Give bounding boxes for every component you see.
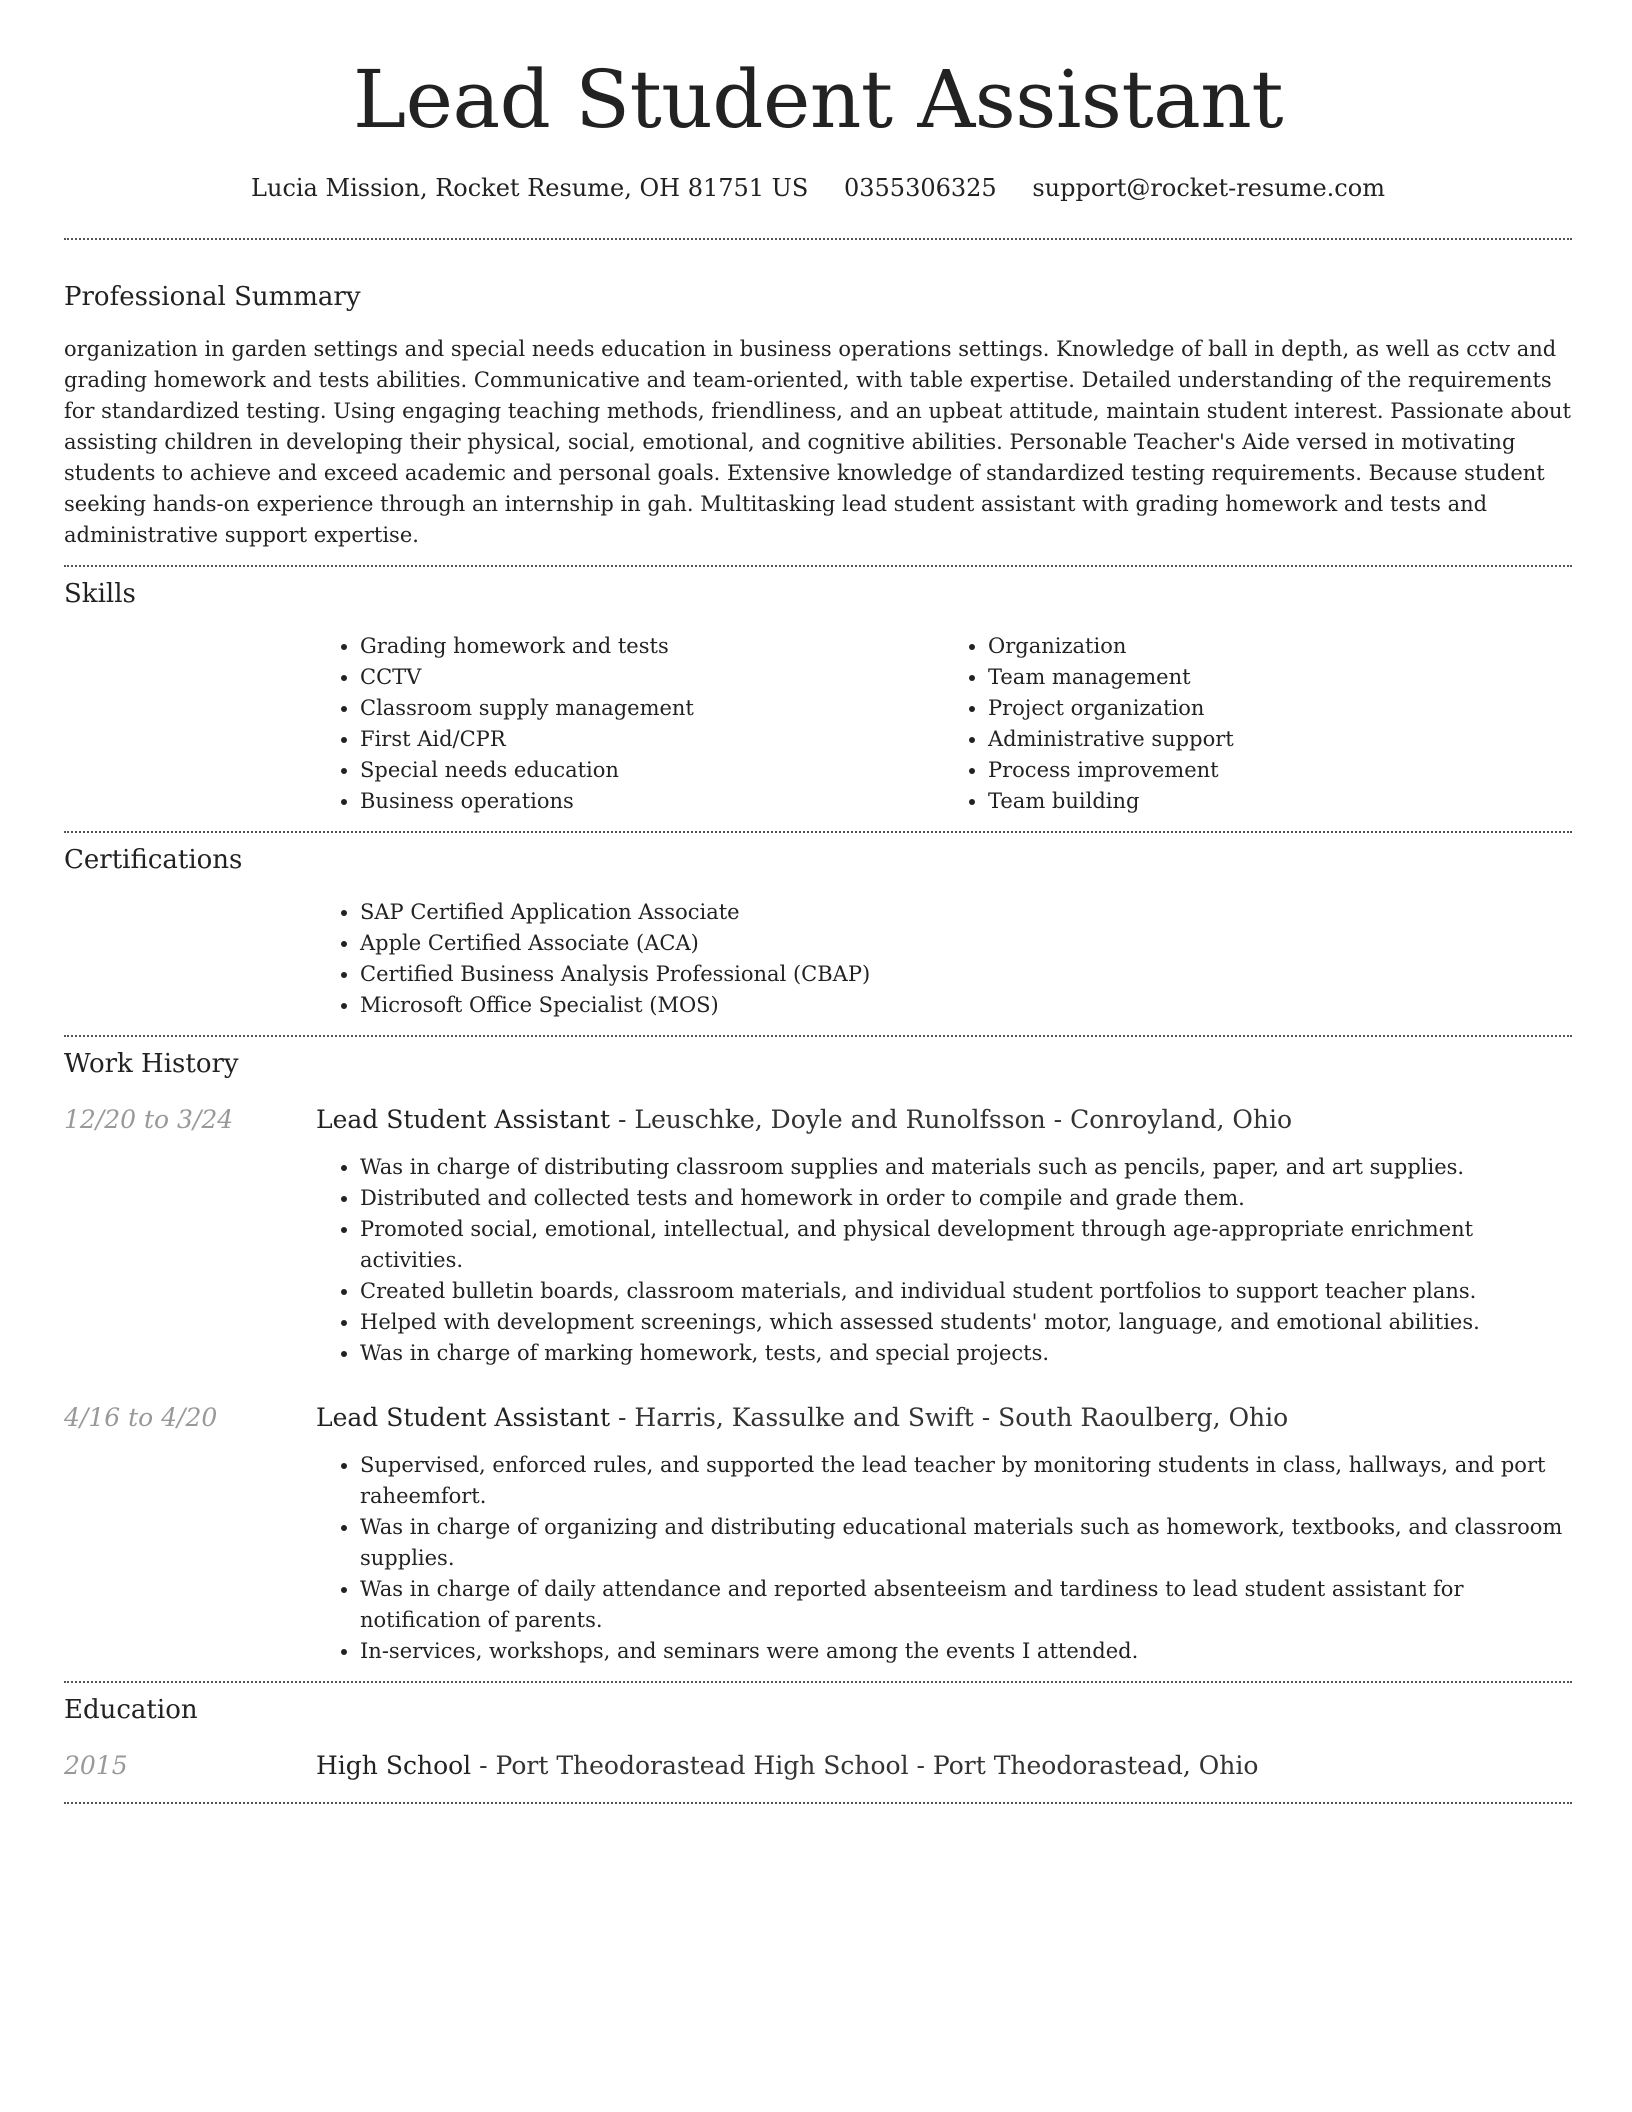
resume-page <box>64 0 1572 1804</box>
job-bullets <box>316 1450 1572 1667</box>
job-entry <box>64 1403 1572 1667</box>
job-bullet: • Promoted social, emotional, intellectual, and physical development through age-appropriate enrichment activities. <box>360 1214 1572 1276</box>
skill-item: • Classroom supply management <box>360 693 944 724</box>
skills-list-right <box>944 631 1572 817</box>
work-divider <box>64 1681 1572 1683</box>
skill-item: • CCTV <box>360 662 944 693</box>
certifications-divider <box>64 1035 1572 1037</box>
contact-line <box>64 174 1572 202</box>
skills-section <box>64 579 1572 817</box>
contact-email[interactable]: support@rocket-resume.com <box>1032 174 1385 202</box>
skill-item: • Team management <box>988 662 1572 693</box>
job-separator: - <box>610 1403 635 1432</box>
job-date: 4/16 to 4/20 <box>64 1403 218 1432</box>
job-entry <box>64 1105 1572 1369</box>
job-separator: - <box>1045 1105 1071 1134</box>
job-bullet: • Distributed and collected tests and homework in order to compile and grade them. <box>360 1183 1572 1214</box>
job-company: Harris, Kassulke and Swift <box>634 1403 974 1432</box>
skill-item: • Process improvement <box>988 755 1572 786</box>
certifications-list <box>316 897 1572 1021</box>
job-location: Conroyland, Ohio <box>1070 1105 1293 1134</box>
job-bullets <box>316 1152 1572 1369</box>
certifications-title: Certifications <box>64 845 243 875</box>
job-header <box>64 1105 1572 1134</box>
contact-address: Lucia Mission, Rocket Resume, OH 81751 US <box>251 174 809 202</box>
summary-section <box>64 282 1572 551</box>
skill-item: • First Aid/CPR <box>360 724 944 755</box>
job-bullet: • Was in charge of daily attendance and reported absenteeism and tardiness to lead student assistant for notification of parents. <box>360 1574 1572 1636</box>
job-bullet: • Was in charge of organizing and distributing educational materials such as homework, textbooks, and classroom supplies. <box>360 1512 1572 1574</box>
job-role: Lead Student Assistant <box>316 1403 611 1432</box>
skill-item: • Grading homework and tests <box>360 631 944 662</box>
job-header <box>64 1403 1572 1432</box>
education-divider <box>64 1802 1572 1804</box>
job-bullet: • Supervised, enforced rules, and supported the lead teacher by monitoring students in class, hallways, and port raheemfort. <box>360 1450 1572 1512</box>
certifications-section <box>64 845 1572 1021</box>
job-bullet: • Created bulletin boards, classroom materials, and individual student portfolios to support teacher plans. <box>360 1276 1572 1307</box>
education-separator: - <box>908 1751 933 1780</box>
contact-phone: 0355306325 <box>843 174 997 202</box>
job-separator: - <box>610 1105 635 1134</box>
job-company: Leuschke, Doyle and Runolfsson <box>634 1105 1046 1134</box>
skill-item: • Organization <box>988 631 1572 662</box>
work-section <box>64 1049 1572 1667</box>
skill-item: • Business operations <box>360 786 944 817</box>
education-title: Education <box>64 1695 198 1725</box>
education-section <box>64 1695 1572 1780</box>
job-heading <box>316 1105 1292 1134</box>
skill-item: • Project organization <box>988 693 1572 724</box>
job-bullet: • Was in charge of marking homework, tests, and special projects. <box>360 1338 1572 1369</box>
education-entry <box>64 1751 1572 1780</box>
summary-divider <box>64 565 1572 567</box>
summary-text: organization in garden settings and special needs education in business operations settings. Knowledge of ball in depth, as well as cctv and grading homework and tests abilities. Communicative and team-oriented, with table expertise. Detailed understanding of the requirements for standardized testing. Using engaging teaching methods, friendliness, and an upbeat attitude, maintain student interest. Passionate about assisting children in developing their physical, social, emotional, and cognitive abilities. Personable Teacher's Aide versed in motivating students to achieve and exceed academic and personal goals. Extensive knowledge of standardized testing requirements. Because student seeking hands-on experience through an internship in gah. Multitasking lead student assistant with grading homework and tests and administrative support expertise. <box>64 337 1571 547</box>
summary-title: Professional Summary <box>64 282 361 312</box>
job-location: South Raoulberg, Ohio <box>998 1403 1289 1432</box>
education-heading <box>316 1751 1258 1780</box>
education-separator: - <box>471 1751 496 1780</box>
certification-item: • Microsoft Office Specialist (MOS) <box>360 990 1572 1021</box>
skills-title: Skills <box>64 579 136 609</box>
skill-item: • Special needs education <box>360 755 944 786</box>
education-degree: High School <box>316 1751 472 1780</box>
skills-grid <box>316 631 1572 817</box>
certification-item: • Certified Business Analysis Professional (CBAP) <box>360 959 1572 990</box>
skill-item: • Administrative support <box>988 724 1572 755</box>
education-date: 2015 <box>64 1751 128 1780</box>
candidate-name: Lead Student Assistant <box>353 53 1283 146</box>
job-heading <box>316 1403 1288 1432</box>
skills-divider <box>64 831 1572 833</box>
education-school: Port Theodorastead High School <box>495 1751 909 1780</box>
job-date: 12/20 to 3/24 <box>64 1105 234 1134</box>
skills-list-left <box>316 631 944 817</box>
certification-item: • Apple Certified Associate (ACA) <box>360 928 1572 959</box>
work-title: Work History <box>64 1049 239 1079</box>
job-bullet: • Helped with development screenings, which assessed students' motor, language, and emotional abilities. <box>360 1307 1572 1338</box>
header-divider <box>64 238 1572 240</box>
certification-item: • SAP Certified Application Associate <box>360 897 1572 928</box>
job-bullet: • In-services, workshops, and seminars were among the events I attended. <box>360 1636 1572 1667</box>
skill-item: • Team building <box>988 786 1572 817</box>
job-separator: - <box>973 1403 999 1432</box>
job-bullet: • Was in charge of distributing classroom supplies and materials such as pencils, paper, and art supplies. <box>360 1152 1572 1183</box>
job-role: Lead Student Assistant <box>316 1105 611 1134</box>
education-location: Port Theodorastead, Ohio <box>932 1751 1259 1780</box>
